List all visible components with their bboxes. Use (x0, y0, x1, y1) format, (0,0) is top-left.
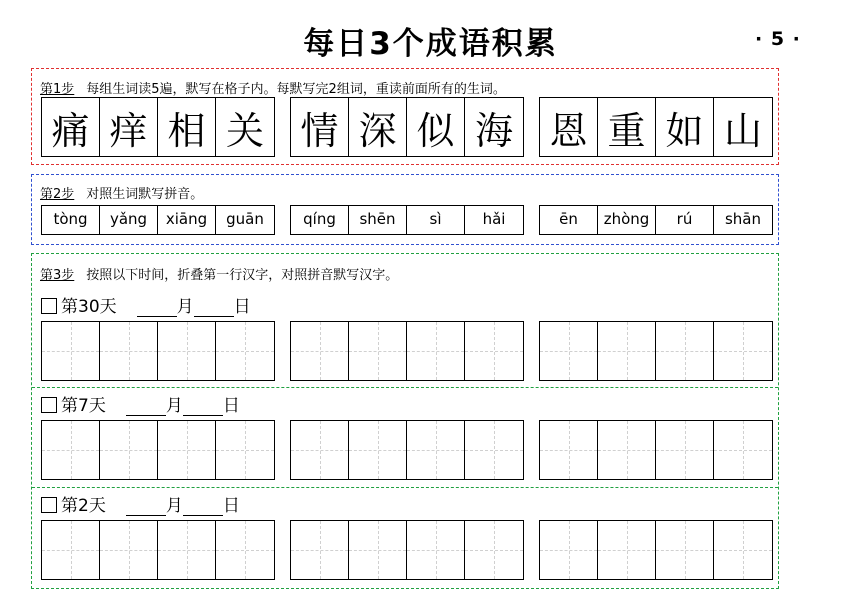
step2-section (31, 174, 779, 245)
day-label: 第7天 (61, 396, 106, 416)
idiom-group-1 (41, 97, 275, 157)
pinyin-cell: rú (656, 206, 714, 234)
writing-cell[interactable] (42, 322, 100, 380)
writing-cell[interactable] (158, 322, 216, 380)
hanzi-cell: 痒 (100, 98, 158, 156)
writing-cell[interactable] (291, 421, 349, 479)
day-row-2 (41, 491, 240, 516)
writing-cell[interactable] (656, 322, 714, 380)
writing-cell[interactable] (349, 322, 407, 380)
day-row-7 (41, 391, 240, 416)
writing-cell[interactable] (100, 521, 158, 579)
writing-cell[interactable] (465, 421, 523, 479)
writing-cell[interactable] (100, 421, 158, 479)
writing-cell[interactable] (465, 521, 523, 579)
hanzi-cell: 痛 (42, 98, 100, 156)
writing-cell[interactable] (656, 521, 714, 579)
step1-instruction (40, 78, 506, 97)
writing-group (290, 420, 524, 480)
day-checkbox[interactable] (41, 497, 57, 513)
writing-cell[interactable] (465, 322, 523, 380)
writing-cell[interactable] (349, 421, 407, 479)
pinyin-cell: qíng (291, 206, 349, 234)
writing-cell[interactable] (407, 322, 465, 380)
step1-label: 第1步 (40, 82, 75, 97)
hanzi-cell: 山 (723, 108, 762, 153)
day-checkbox[interactable] (41, 397, 57, 413)
hanzi-cell: 情 (291, 98, 349, 156)
hanzi-cell: 相 (158, 98, 216, 156)
writing-cell[interactable] (100, 322, 158, 380)
hanzi-cell: 深 (349, 98, 407, 156)
writing-cell[interactable] (216, 322, 274, 380)
pinyin-cell: sì (407, 206, 465, 234)
hanzi-cell: 海 (474, 108, 513, 153)
page-title: 每日3个成语积累 (303, 26, 558, 62)
pinyin-cell: shēn (349, 206, 407, 234)
writing-cell[interactable] (540, 322, 598, 380)
writing-group (41, 321, 275, 381)
month-label: 月 (165, 496, 183, 516)
writing-group (290, 520, 524, 580)
writing-cell[interactable] (714, 521, 772, 579)
writing-cell[interactable] (656, 421, 714, 479)
writing-group (290, 321, 524, 381)
pinyin-group-1 (41, 205, 275, 235)
section-divider (32, 387, 778, 388)
writing-cell[interactable] (407, 521, 465, 579)
step2-label: 第2步 (40, 187, 75, 202)
writing-cell[interactable] (291, 322, 349, 380)
writing-cell[interactable] (598, 521, 656, 579)
pinyin-cell: xiāng (158, 206, 216, 234)
writing-cell[interactable] (540, 421, 598, 479)
step1-section (31, 68, 779, 165)
writing-cell[interactable] (349, 521, 407, 579)
writing-cell[interactable] (714, 421, 772, 479)
writing-group (539, 321, 773, 381)
writing-group (41, 520, 275, 580)
hanzi-cell: 似 (407, 98, 465, 156)
writing-group (41, 420, 275, 480)
day-row-30 (41, 292, 251, 317)
section-divider (32, 487, 778, 488)
writing-cell[interactable] (407, 421, 465, 479)
step2-instruction (40, 183, 203, 202)
pinyin-cell: hǎi (482, 210, 506, 228)
day-label: 第2天 (61, 496, 106, 516)
writing-cell[interactable] (714, 322, 772, 380)
writing-cell[interactable] (158, 421, 216, 479)
hanzi-cell: 重 (598, 98, 656, 156)
pinyin-group-2 (290, 205, 524, 235)
writing-cell[interactable] (598, 322, 656, 380)
pinyin-cell: shān (724, 210, 762, 228)
day-blank[interactable] (194, 298, 234, 317)
month-blank[interactable] (137, 298, 177, 317)
pinyin-cell: zhòng (598, 206, 656, 234)
writing-cell[interactable] (216, 421, 274, 479)
step3-label: 第3步 (40, 268, 75, 283)
writing-cell[interactable] (291, 521, 349, 579)
date-label: 日 (222, 496, 240, 516)
idiom-group-2 (290, 97, 524, 157)
writing-cell[interactable] (540, 521, 598, 579)
month-blank[interactable] (126, 397, 166, 416)
day-checkbox[interactable] (41, 298, 57, 314)
hanzi-cell: 恩 (540, 98, 598, 156)
writing-cell[interactable] (216, 521, 274, 579)
step3-section (31, 253, 779, 589)
day-label: 第30天 (61, 297, 117, 317)
date-label: 日 (233, 297, 251, 317)
writing-group (539, 520, 773, 580)
writing-group (539, 420, 773, 480)
step2-text: 对照生词默写拼音。 (86, 187, 204, 202)
pinyin-cell: guān (226, 210, 264, 228)
idiom-group-3 (539, 97, 773, 157)
pinyin-cell: yǎng (100, 206, 158, 234)
writing-cell[interactable] (42, 521, 100, 579)
day-blank[interactable] (183, 497, 223, 516)
month-label: 月 (176, 297, 194, 317)
page-number: · 5 · (755, 28, 801, 50)
writing-cell[interactable] (598, 421, 656, 479)
step3-instruction (40, 264, 398, 283)
step3-text: 按照以下时间，折叠第一行汉字，对照拼音默写汉字。 (86, 268, 399, 283)
pinyin-cell: ēn (540, 206, 598, 234)
day-blank[interactable] (183, 397, 223, 416)
month-blank[interactable] (126, 497, 166, 516)
writing-cell[interactable] (158, 521, 216, 579)
writing-cell[interactable] (42, 421, 100, 479)
step1-text: 每组生词读5遍，默写在格子内。每默写完2组词，重读前面所有的生词。 (86, 82, 506, 97)
hanzi-cell: 关 (225, 108, 264, 153)
date-label: 日 (222, 396, 240, 416)
pinyin-group-3 (539, 205, 773, 235)
month-label: 月 (165, 396, 183, 416)
hanzi-cell: 如 (656, 98, 714, 156)
pinyin-cell: tòng (42, 206, 100, 234)
